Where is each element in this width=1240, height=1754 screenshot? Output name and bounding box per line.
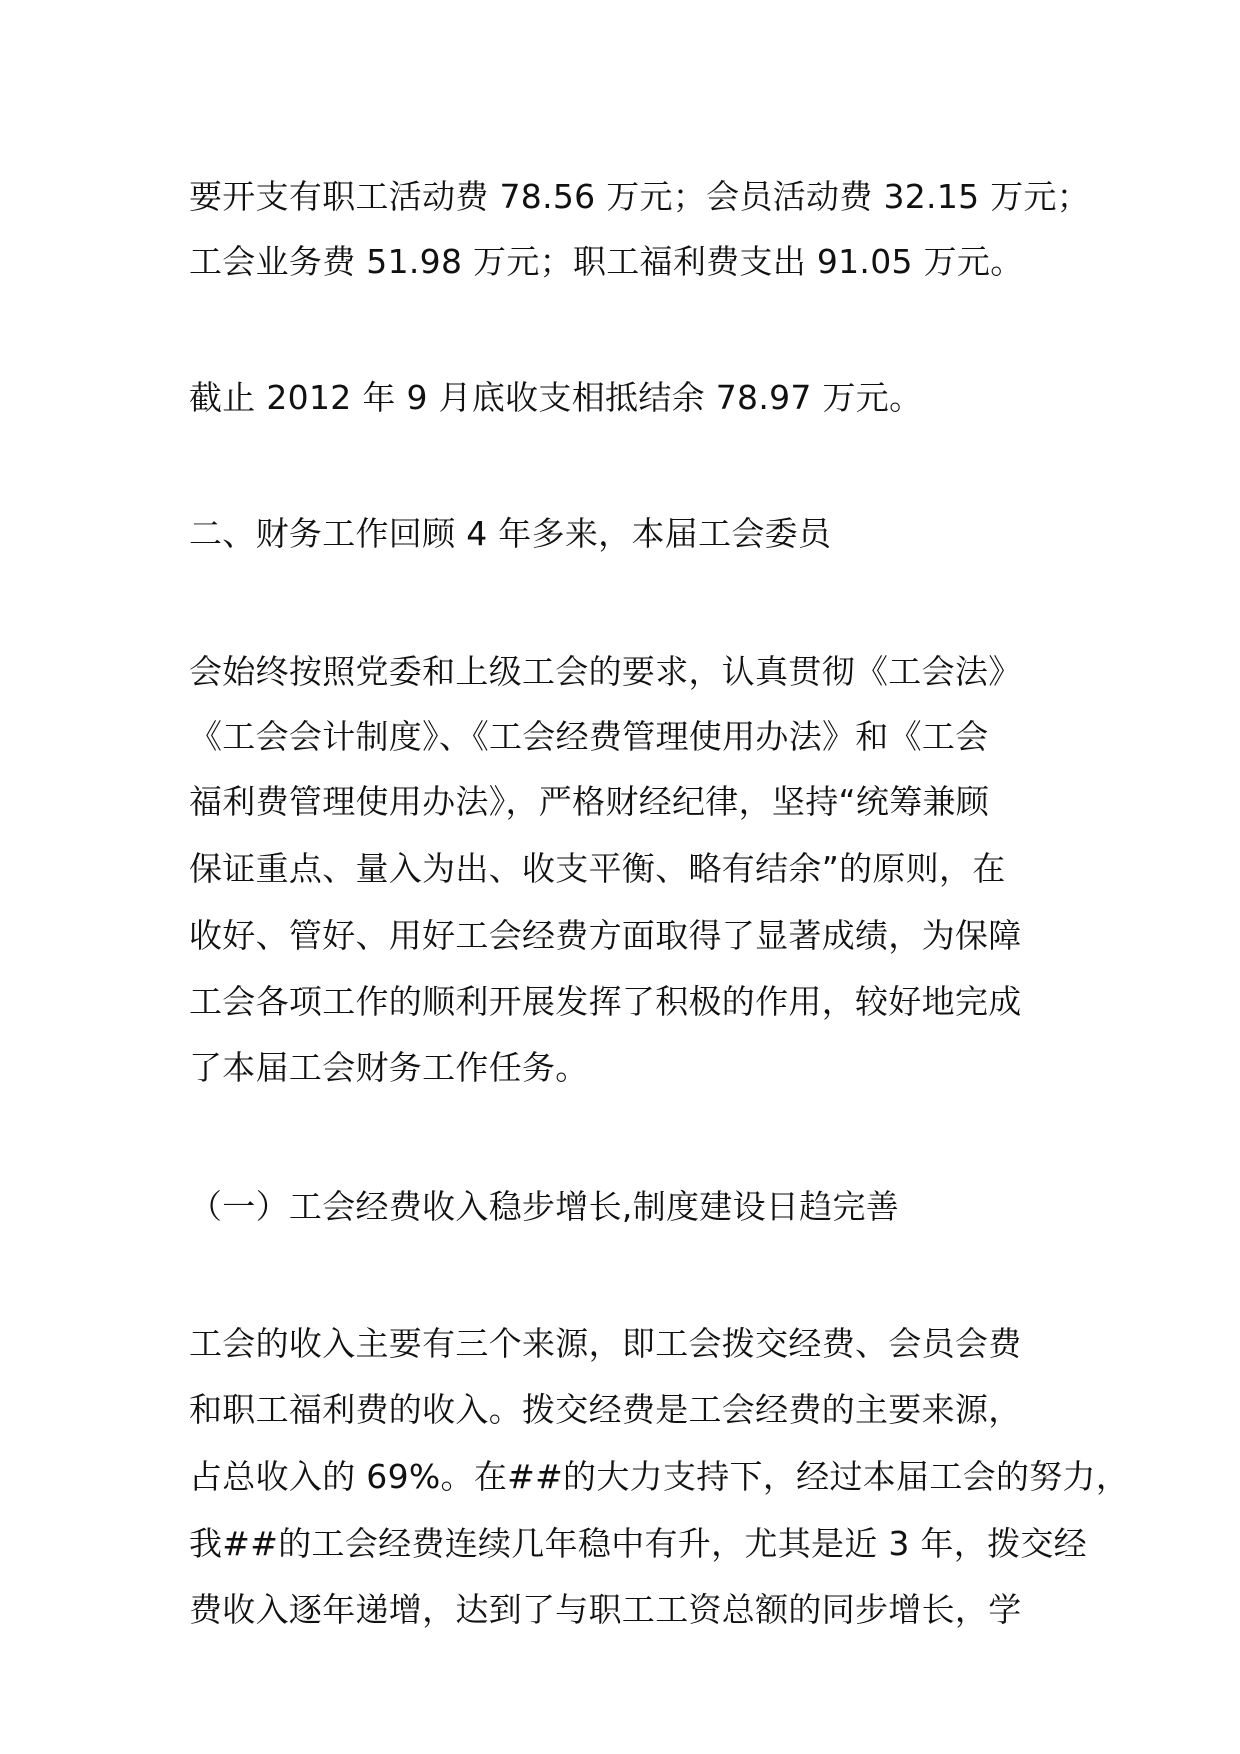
text-line: 我##的工会经费连续几年稳中有升，尤其是近 3 年，拨交经 (189, 1524, 1087, 1563)
text-line: 收好、管好、用好工会经费方面取得了显著成绩，为保障 (189, 916, 1022, 955)
text-line: 和职工福利费的收入。拨交经费是工会经费的主要来源， (189, 1390, 1022, 1429)
text-line: 截止 2012 年 9 月底收支相抵结余 78.97 万元。 (189, 378, 923, 417)
text-line: 了本届工会财务工作任务。 (189, 1048, 589, 1087)
text-line: 《工会会计制度》、《工会经费管理使用办法》和《工会 (189, 717, 989, 756)
text-line: 福利费管理使用办法》，严格财经纪律，坚持“统筹兼顾 (189, 782, 990, 821)
text-line: 工会各项工作的顺利开展发挥了积极的作用，较好地完成 (189, 982, 1022, 1021)
text-line: 会始终按照党委和上级工会的要求，认真贯彻《工会法》 (189, 652, 1022, 691)
text-line: 要开支有职工活动费 78.56 万元；会员活动费 32.15 万元； (189, 177, 1091, 216)
text-line: 费收入逐年递增，达到了与职工工资总额的同步增长，学 (189, 1590, 1022, 1629)
text-line: 工会业务费 51.98 万元；职工福利费支出 91.05 万元。 (189, 242, 1024, 281)
text-line: 占总收入的 69%。在##的大力支持下，经过本届工会的努力， (189, 1457, 1130, 1496)
subsection-heading: （一）工会经费收入稳步增长,制度建设日趋完善 (189, 1187, 900, 1226)
text-line: 工会的收入主要有三个来源，即工会拨交经费、会员会费 (189, 1324, 1022, 1363)
section-heading: 二、财务工作回顾 4 年多来，本届工会委员 (189, 514, 832, 553)
text-line: 保证重点、量入为出、收支平衡、略有结余”的原则，在 (189, 849, 1006, 888)
